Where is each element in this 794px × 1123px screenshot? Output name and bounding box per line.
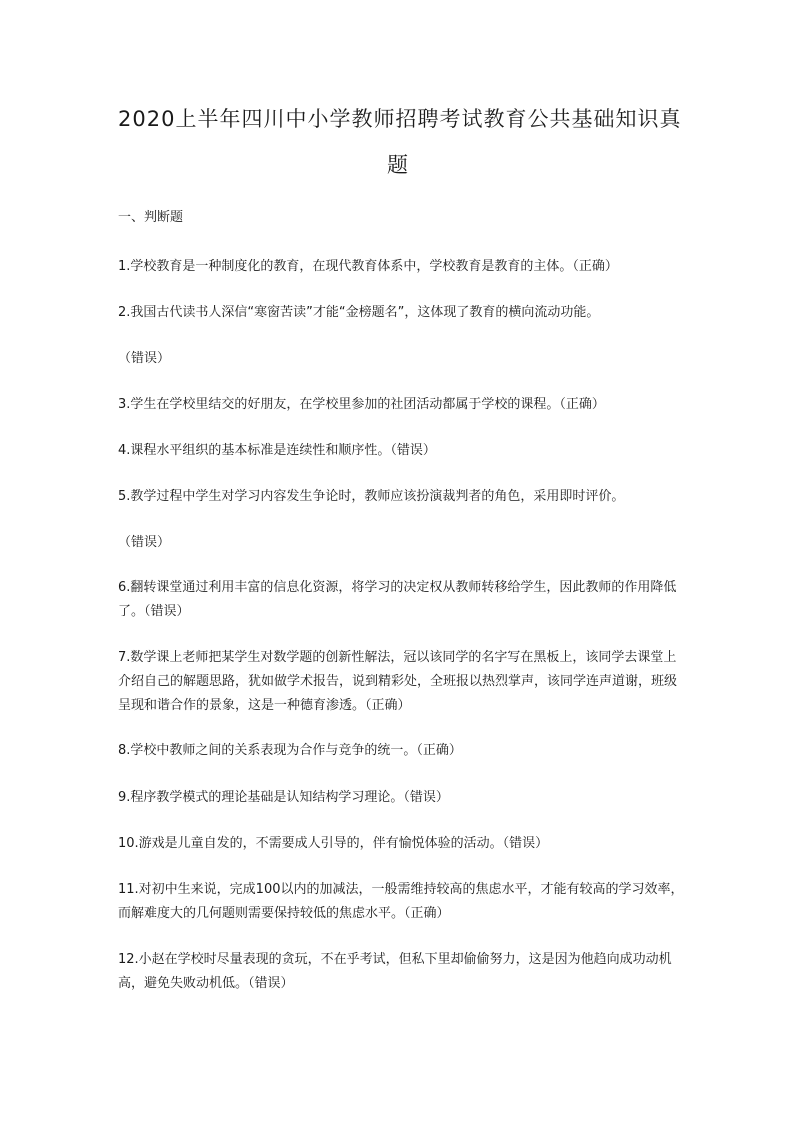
section-heading: 一、判断题 [118,210,184,225]
document-title-line2: 题 [387,153,409,177]
question-item: 12.小赵在学校时尽量表现的贪玩，不在乎考试，但私下里却偷偷努力，这是因为他趋向成功动机高，避免失败动机低。（错误） [118,952,672,991]
question-item: 9.程序教学模式的理论基础是认知结构学习理论。（错误） [118,790,449,805]
question-item: 2.我国古代读书人深信“寒窗苦读”才能“金榜题名”，这体现了教育的横向流动功能。 [118,305,600,320]
question-item: （错误） [118,535,171,550]
document-title-line1: 2020上半年四川中小学教师招聘考试教育公共基础知识真 [118,107,682,131]
question-item: （错误） [118,351,171,366]
question-item: 6.翻转课堂通过利用丰富的信息化资源，将学习的决定权从教师转移给学生，因此教师的作用降低了。（错误） [118,580,677,619]
question-item: 11.对初中生来说，完成100以内的加减法，一般需维持较高的焦虑水平，才能有较高的学习效率，而解难度大的几何题则需要保持较低的焦虑水平。（正确） [118,882,684,921]
question-item: 3.学生在学校里结交的好朋友，在学校里参加的社团活动都属于学校的课程。（正确） [118,397,605,412]
question-item: 4.课程水平组织的基本标准是连续性和顺序性。（错误） [118,443,436,458]
question-item: 8.学校中教师之间的关系表现为合作与竞争的统一。（正确） [118,743,462,758]
question-item: 7.数学课上老师把某学生对数学题的创新性解法，冠以该同学的名字写在黑板上，该同学去课堂上介绍自己的解题思路，犹如做学术报告，说到精彩处，全班报以热烈掌声，该同学连声道谢，班级呈现和谐合作的景象，这是一种德育渗透。（正确） [118,650,678,713]
question-item: 1.学校教育是一种制度化的教育，在现代教育体系中，学校教育是教育的主体。（正确） [118,259,618,274]
question-item: 5.教学过程中学生对学习内容发生争论时，教师应该扮演裁判者的角色，采用即时评价。 [118,489,625,504]
question-item: 10.游戏是儿童自发的，不需要成人引导的，伴有愉悦体验的活动。（错误） [118,836,549,851]
